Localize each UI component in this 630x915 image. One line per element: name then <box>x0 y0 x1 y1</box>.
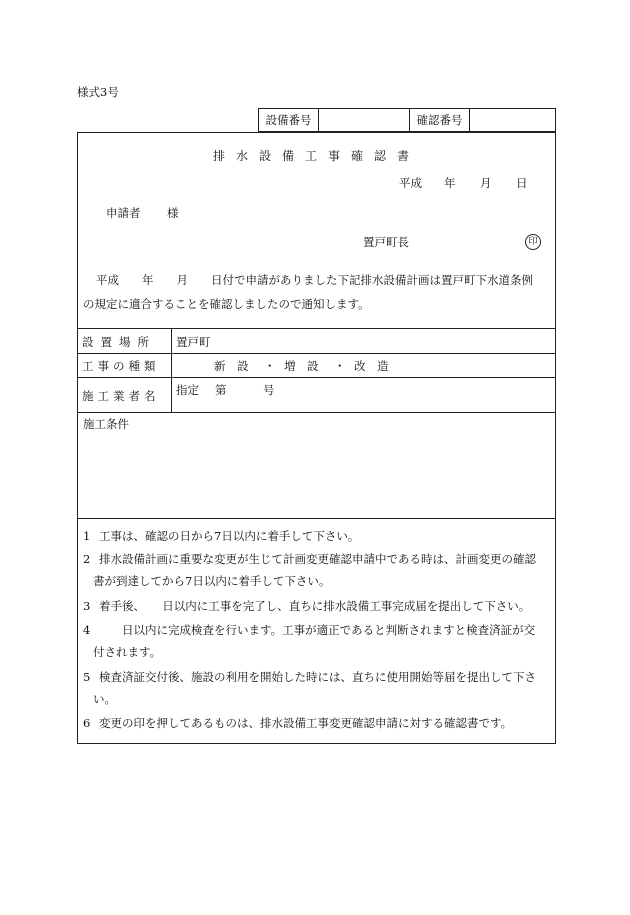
note-text: 日以内に完成検査を行います。工事が適正であると判断されますと検査済証が交 <box>99 623 536 637</box>
type-option-new[interactable]: 新 設 <box>214 359 249 373</box>
divider <box>78 377 555 378</box>
type-separator: ・ <box>334 359 346 373</box>
note-6 <box>83 712 551 734</box>
form-number-label: 様式3号 <box>77 85 119 99</box>
equipment-number-field[interactable] <box>319 109 410 131</box>
note-text-continued: い。 <box>93 692 116 706</box>
date-era: 平成 <box>399 176 422 190</box>
note-number: 1 <box>83 529 91 543</box>
body-text-line-2: の規定に適合することを確認しましたので通知します。 <box>83 297 370 311</box>
number-table <box>258 108 556 132</box>
note-number: 2 <box>83 552 91 566</box>
contractor-label: 施工業者名 <box>82 389 160 403</box>
note-text-continued: 書が到達してから7日以内に着手して下さい。 <box>93 574 331 588</box>
note-1 <box>83 525 551 547</box>
type-separator: ・ <box>264 359 276 373</box>
column-divider <box>171 328 172 412</box>
location-label: 設置場所 <box>82 335 156 349</box>
divider <box>78 412 555 413</box>
contractor-designation: 指定 <box>176 383 199 397</box>
note-number: 3 <box>83 599 91 613</box>
confirmation-form <box>77 132 556 744</box>
note-text: 着手後、 日以内に工事を完了し、直ちに排水設備工事完成届を提出して下さい。 <box>99 599 531 613</box>
confirmation-number-field[interactable] <box>470 109 555 131</box>
applicant-label: 申請者 <box>106 206 141 220</box>
note-number: 6 <box>83 716 91 730</box>
issuer-title: 置戸町長 <box>363 235 409 249</box>
divider <box>78 518 555 519</box>
note-3 <box>83 595 551 617</box>
applicant-honorific: 様 <box>167 206 179 220</box>
note-text: 工事は、確認の日から7日以内に着手して下さい。 <box>99 529 360 543</box>
body-text-line-1: 平成 年 月 日付で申請がありました下記排水設備計画は置戸町下水道条例 <box>96 273 533 287</box>
contractor-number-suffix: 号 <box>263 383 275 397</box>
type-option-extension[interactable]: 増 設 <box>284 359 319 373</box>
conditions-label: 施工条件 <box>83 417 129 431</box>
confirmation-number-label: 確認番号 <box>410 109 470 131</box>
note-text-continued: 付されます。 <box>93 645 162 659</box>
note-number: 4 <box>83 623 91 637</box>
note-4 <box>83 619 551 663</box>
divider <box>78 353 555 354</box>
construction-type-label: 工事の種類 <box>82 359 160 373</box>
note-text: 排水設備計画に重要な変更が生じて計画変更確認申請中である時は、計画変更の確認 <box>99 552 536 566</box>
note-2 <box>83 548 551 592</box>
seal-mark-icon: 印 <box>525 234 541 250</box>
type-option-renovation[interactable]: 改 造 <box>354 359 389 373</box>
equipment-number-label: 設備番号 <box>259 109 319 131</box>
document-title: 排水設備工事確認書 <box>212 149 420 163</box>
note-text: 変更の印を押してあるものは、排水設備工事変更確認申請に対する確認書です。 <box>99 716 513 730</box>
date-day-unit: 日 <box>516 176 528 190</box>
note-text: 検査済証交付後、施設の利用を開始した時には、直ちに使用開始等届を提出して下さ <box>99 670 536 684</box>
location-field[interactable]: 置戸町 <box>176 335 211 349</box>
date-month-unit: 月 <box>480 176 492 190</box>
contractor-number-prefix: 第 <box>215 383 227 397</box>
divider <box>78 328 555 329</box>
note-number: 5 <box>83 670 91 684</box>
date-year-unit: 年 <box>444 176 456 190</box>
note-5 <box>83 666 551 710</box>
